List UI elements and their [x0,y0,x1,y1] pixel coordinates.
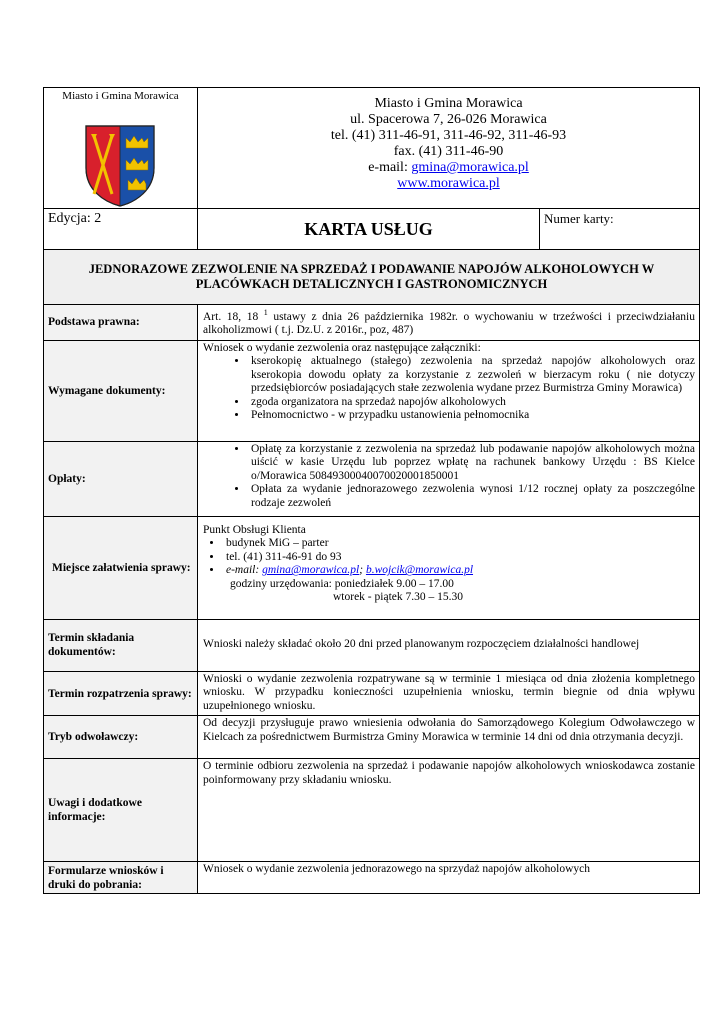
location-list [203,537,695,578]
org-email-line [198,160,699,176]
forms-value: Wniosek o wydanie zezwolenia jednorazowego na sprzydaż napojów alkoholowych [198,862,700,894]
documents-value [198,340,700,441]
legal-basis-text-b: ustawy z dnia 26 października 1982r. o wychowaniu w trzeźwości i przeciwdziałaniu alkoholizmowi ( t.j. Dz.U. z 2016r., poz, 487) [203,310,696,337]
org-website-link[interactable]: www.morawica.pl [397,176,500,191]
org-email-link[interactable]: gmina@morawica.pl [411,160,529,175]
location-email-link-1[interactable]: gmina@morawica.pl [262,564,360,577]
header-logo-cell [44,88,198,209]
list-item: • budynek MiG – parter [223,537,695,551]
fees-list [203,443,695,511]
remarks-value: O terminie odbioru zezwolenia na sprzedaż i podawanie napojów alkoholowych wnioskodawca zostanie poinformowany przy składaniu wniosku. [198,759,700,862]
forms-label: Formularze wniosków i druki do pobrania: [44,862,198,894]
office-hours-1: godziny urzędowania: poniedziałek 9.00 – 17.00 [230,577,454,590]
email-label: e-mail: [368,160,412,175]
card-title: KARTA USŁUG [198,209,540,250]
location-intro: Punkt Obsługi Klienta [203,523,306,536]
org-phone: tel. (41) 311-46-91, 311-46-92, 311-46-93 [330,128,567,143]
location-label: Miejsce załatwienia sprawy: [44,516,198,619]
appeal-label: Tryb odwoławczy: [44,716,198,759]
list-item [223,564,695,578]
edition: Edycja: 2 [44,209,198,250]
deadline-submit-value: Wnioski należy składać około 20 dni przed planowanym rozpoczęciem działalności handlowej [198,619,700,671]
documents-intro: Wniosek o wydanie zezwolenia oraz następujące załączniki: [203,341,481,354]
documents-list [203,355,695,423]
header-contact-cell [198,88,700,209]
org-website-line [198,176,699,192]
appeal-value: Od decyzji przysługuje prawo wniesienia odwołania do Samorządowego Kolegium Odwoławczego w Kielcach za pośrednictwem Burmistrza Gminy Morawica w terminie 14 dni od dnia otrzymania decyzji. [198,716,700,759]
coat-of-arms-icon [84,124,156,208]
card-table [43,87,700,894]
fees-label: Opłaty: [44,441,198,516]
list-item: • Pełnomocnictwo - w przypadku ustanowienia pełnomocnika [248,409,695,423]
location-email-label: e-mail: [226,564,263,577]
list-item: • kserokopię aktualnego (stałego) zezwolenia na sprzedaż napojów alkoholowych oraz kserokopia dowodu opłaty za korzystanie z zezwoleń w bierzacym roku ( nie dotyczy przedsiębiorców posiadających stałe zezwolenia wydane przez Burmistrza Gminy Morawica) [248,355,695,396]
fees-value [198,441,700,516]
org-fax: fax. (41) 311-46-90 [393,144,504,159]
deadline-submit-label: Termin składania dokumentów: [44,619,198,671]
remarks-label: Uwagi i dodatkowe informacje: [44,759,198,862]
office-hours-2: wtorek - piątek 7.30 – 15.30 [333,591,463,604]
legal-basis-text-a: Art. 18, 18 [203,310,264,323]
card-number-label: Numer karty: [540,209,700,250]
list-item: • Opłata za wydanie jednorazowego zezwolenia wynosi 1/12 rocznej opłaty za poszczególne rodzaje zezwoleń [248,483,695,510]
location-email-link-2[interactable]: b.wojcik@morawica.pl [365,564,474,577]
list-item: • tel. (41) 311-46-91 do 93 [223,551,695,565]
documents-label: Wymagane dokumenty: [44,340,198,441]
service-card [43,87,699,894]
deadline-process-value: Wnioski o wydanie zezwolenia rozpatrywane są w terminie 1 miesiąca od dnia złożenia kompletnego wniosku. W przypadku konieczności uzupełnienia wniosku, termin biegnie od dnia wpływu uzupełnionego wniosku. [198,671,700,716]
location-email-sep: ; [359,564,366,577]
header-left-name: Miasto i Gmina Morawica [62,90,179,102]
deadline-process-label: Termin rozpatrzenia sprawy: [44,671,198,716]
legal-basis-label: Podstawa prawna: [44,305,198,341]
location-value [198,516,700,619]
list-item: • zgoda organizatora na sprzedaż napojów alkoholowych [248,396,695,410]
list-item: • Opłatę za korzystanie z zezwolenia na sprzedaż lub podawanie napojów alkoholowych można uiścić w kasie Urzędu lub poprzez wpłatę na rachunek bankowy Urzędu : BS Kielce o/Morawica 50849300040070020001850001 [248,443,695,484]
org-name: Miasto i Gmina Morawica [374,96,523,111]
legal-basis-sup: 1 [263,308,268,317]
org-address: ul. Spacerowa 7, 26-026 Morawica [350,112,547,127]
service-title: JEDNORAZOWE ZEZWOLENIE NA SPRZEDAŻ I PODAWANIE NAPOJÓW ALKOHOLOWYCH W PLACÓWKACH DETALICZNYCH I GASTRONOMICZNYCH [44,250,700,305]
legal-basis-value [198,305,700,341]
